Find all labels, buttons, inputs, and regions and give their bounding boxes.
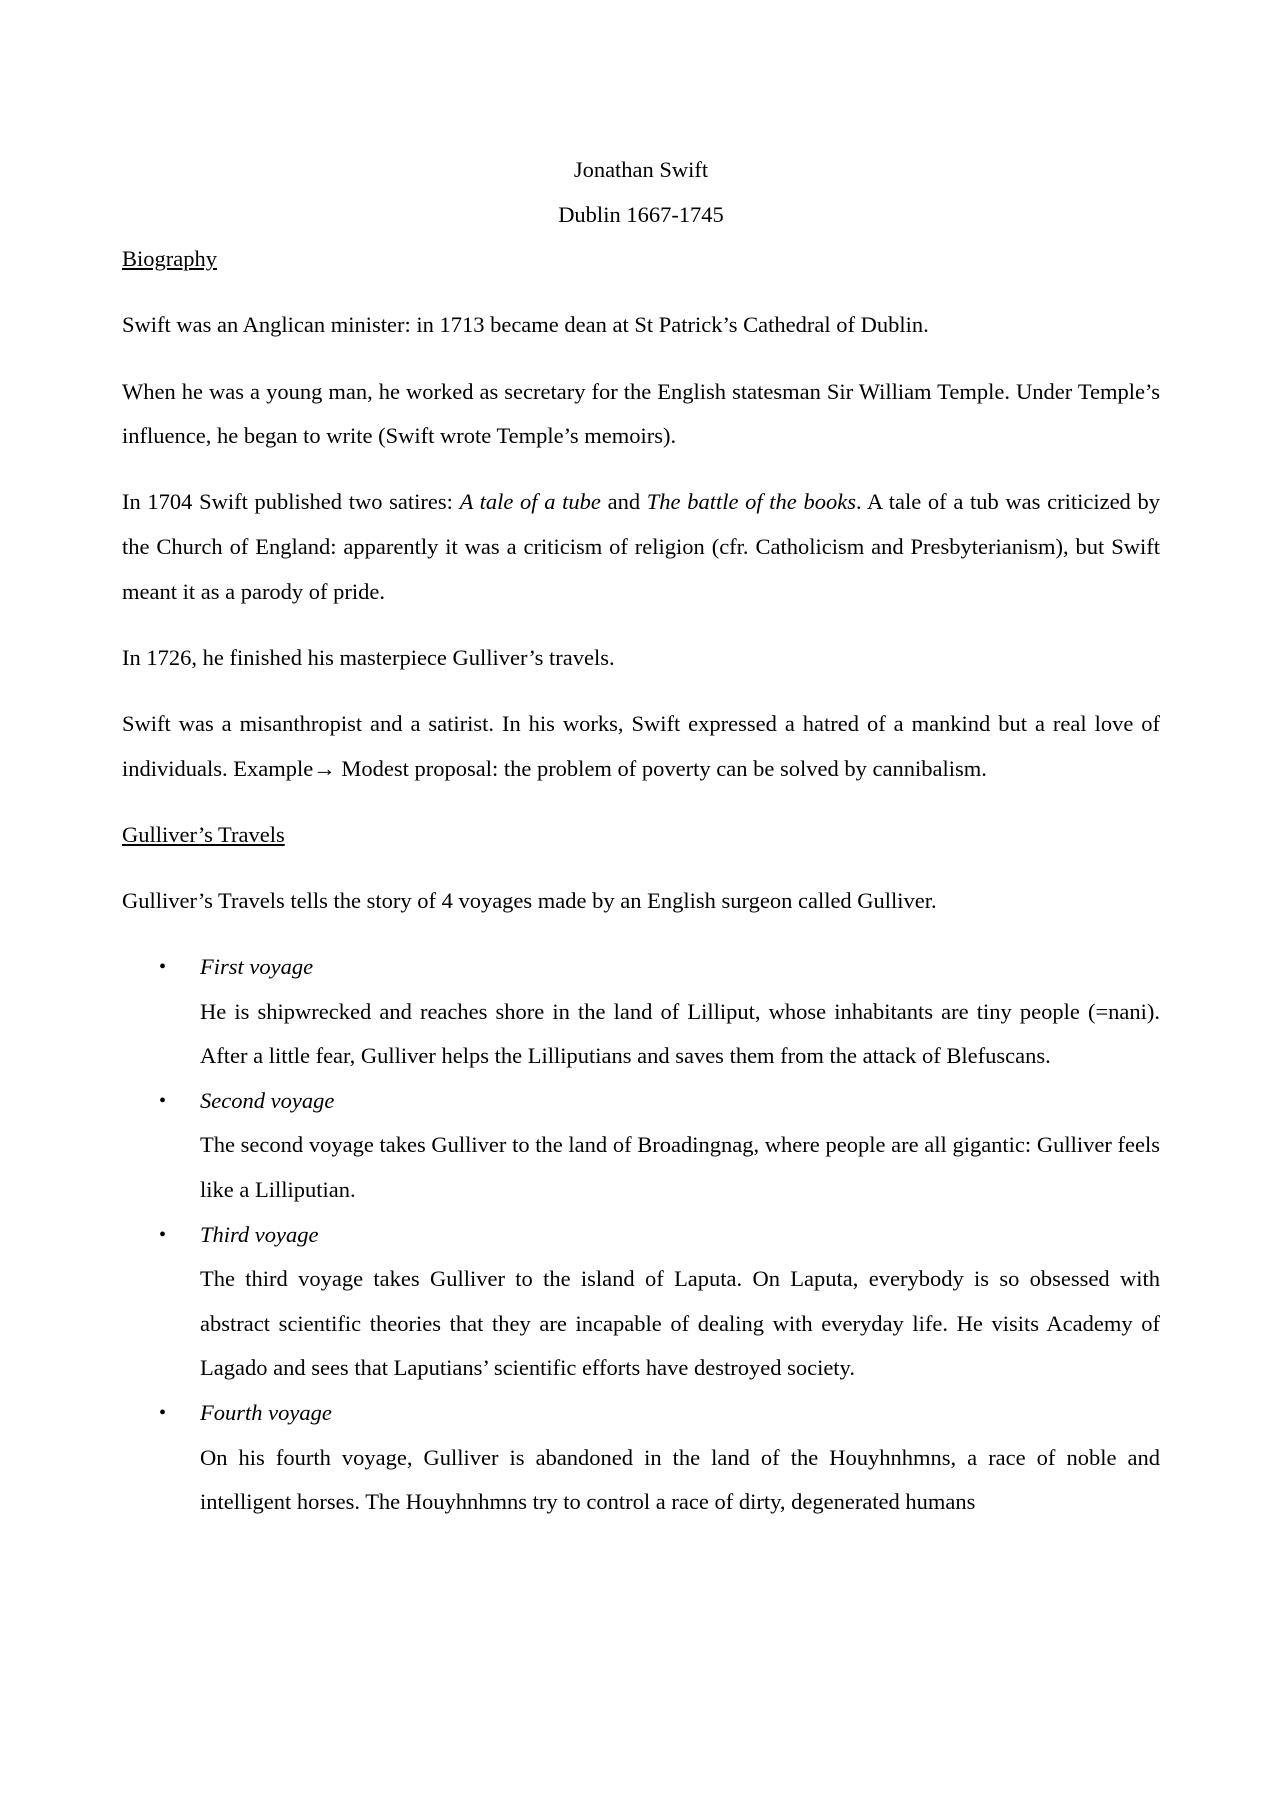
- voyages-list: [122, 945, 1160, 1525]
- p3-text-a: In 1704 Swift published two satires:: [122, 489, 460, 515]
- biography-paragraph-1: Swift was an Anglican minister: in 1713 became dean at St Patrick’s Cathedral of Dublin.: [122, 312, 929, 338]
- voyage-title: Second voyage: [200, 1087, 335, 1113]
- voyage-title: Third voyage: [200, 1221, 319, 1247]
- voyage-item: [122, 945, 1160, 1079]
- p5-text-a: Swift was a misanthropist and a satirist. In his works, Swift expressed a hatred of a mankind but a real love of individuals. Example: [122, 710, 1160, 781]
- voyage-item: [122, 1213, 1160, 1391]
- p3-title-tale: A tale of a tube: [459, 489, 601, 515]
- voyage-text: The second voyage takes Gulliver to the land of Broadingnag, where people are all gigantic: Gulliver feels like a Lilliputian.: [200, 1132, 1160, 1203]
- biography-paragraph-2: When he was a young man, he worked as secretary for the English statesman Sir William Temple. Under Temple’s influence, he began to write (Swift wrote Temple’s memoirs).: [122, 378, 1160, 449]
- voyage-text: He is shipwrecked and reaches shore in the land of Lilliput, whose inhabitants are tiny people (=nani). After a little fear, Gulliver helps the Lilliputians and saves them from the attack of Blefuscans.: [200, 998, 1160, 1069]
- biography-heading: Biography: [122, 246, 217, 272]
- gulliver-intro: Gulliver’s Travels tells the story of 4 voyages made by an English surgeon called Gulliver.: [122, 887, 937, 913]
- document-subtitle: Dublin 1667-1745: [558, 201, 724, 227]
- biography-paragraph-3: [122, 480, 1160, 614]
- p3-text-b: and: [600, 489, 647, 515]
- voyage-title: First voyage: [200, 954, 314, 980]
- voyage-text: The third voyage takes Gulliver to the island of Laputa. On Laputa, everybody is so obsessed with abstract scientific theories that they are incapable of dealing with everyday life. He visits Academy of Lagado and sees that Laputians’ scientific efforts have destroyed society.: [200, 1266, 1160, 1381]
- bullet-icon: •: [159, 956, 167, 979]
- bullet-icon: •: [159, 1089, 167, 1112]
- document-body: [122, 148, 1160, 1525]
- voyage-title: Fourth voyage: [200, 1400, 332, 1425]
- bullet-icon: •: [159, 1223, 167, 1246]
- voyage-item: [122, 1079, 1160, 1213]
- p3-text-c: . A tale of a tub was criticized by the Church of England: apparently it was a criticism of religion (cfr. Catholicism and Presbyterianism), but Swift meant it as a parody of pride.: [122, 489, 1160, 604]
- bullet-icon: •: [159, 1402, 167, 1424]
- p5-text-b: Modest proposal: the problem of poverty can be solved by cannibalism.: [335, 755, 987, 781]
- document-title: Jonathan Swift: [573, 157, 709, 182]
- p3-title-battle: The battle of the books: [646, 489, 856, 515]
- voyage-item: [122, 1391, 1160, 1525]
- biography-paragraph-4: In 1726, he finished his masterpiece Gulliver’s travels.: [122, 644, 615, 670]
- arrow-icon: →: [313, 755, 336, 781]
- gulliver-heading: Gulliver’s Travels: [122, 821, 285, 847]
- biography-paragraph-5: [122, 702, 1160, 791]
- voyage-text: On his fourth voyage, Gulliver is abandoned in the land of the Houyhnhmns, a race of noble and intelligent horses. The Houyhnhmns try to control a race of dirty, degenerated humans: [200, 1444, 1160, 1515]
